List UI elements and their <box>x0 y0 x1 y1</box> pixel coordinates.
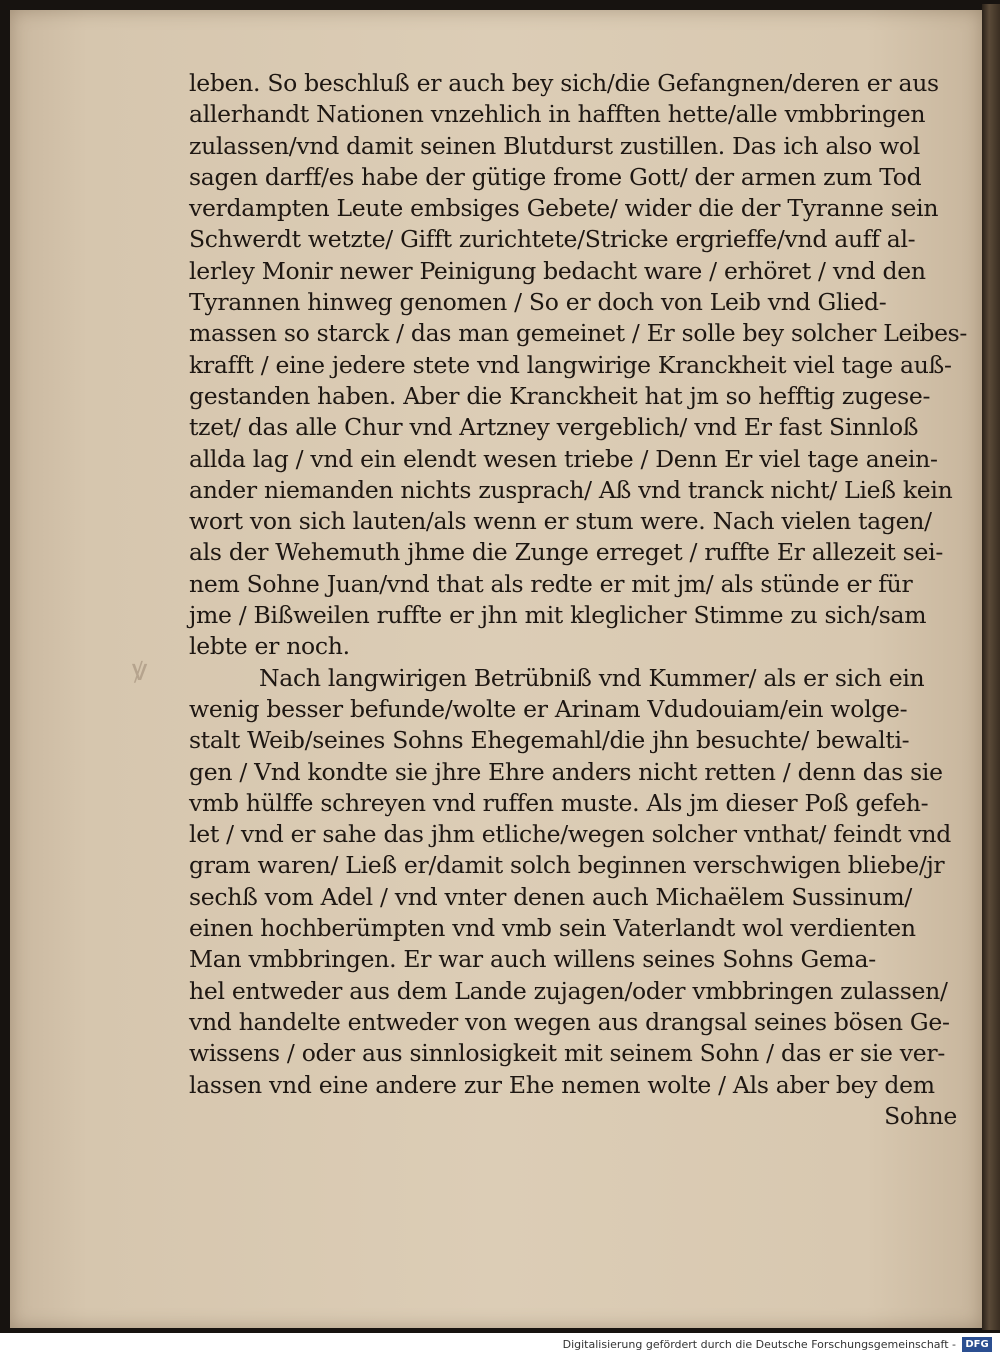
text-line: lerley Monir newer Peinigung bedacht ware / erhöret / vnd den <box>189 256 926 285</box>
text-line: sagen darff/es habe der gütige frome Gott/ der armen zum Tod <box>189 162 922 191</box>
text-line: vnd handelte entweder von wegen aus drangsal seines bösen Ge- <box>189 1007 950 1036</box>
text-line: gestanden haben. Aber die Kranckheit hat jm so hefftig zugese- <box>189 381 931 410</box>
funding-credit: Digitalisierung gefördert durch die Deutsche Forschungsgemeinschaft - <box>562 1338 956 1351</box>
text-line: lassen vnd eine andere zur Ehe nemen wolte / Als aber bey dem <box>189 1070 935 1099</box>
text-line: zulassen/vnd damit seinen Blutdurst zustillen. Das ich also wol <box>189 131 920 160</box>
text-line: wort von sich lauten/als wenn er stum were. Nach vielen tagen/ <box>189 507 932 536</box>
text-line: allda lag / vnd ein elendt wesen triebe / Denn Er viel tage anein- <box>189 444 938 473</box>
text-line: wissens / oder aus sinnlosigkeit mit seinem Sohn / das er sie ver- <box>189 1039 945 1068</box>
text-line: leben. So beschluß er auch bey sich/die Gefangnen/deren er aus <box>189 69 939 97</box>
text-line: gram waren/ Ließ er/damit solch beginnen verschwigen bliebe/jr <box>189 851 945 880</box>
text-line: wenig besser befunde/wolte er Arinam Vdudouiam/ein wolge- <box>189 694 908 723</box>
text-line: Man vmbbringen. Er war auch willens seines Sohns Gema- <box>189 945 876 974</box>
text-line: nem Sohne Juan/vnd that als redte er mit jm/ als stünde er für <box>189 569 913 598</box>
text-line: tzet/ das alle Chur vnd Artzney vergeblich/ vnd Er fast Sinnloß <box>189 413 919 442</box>
footer-bar <box>0 1333 1000 1357</box>
text-line: stalt Weib/seines Sohns Ehegemahl/die jhn besuchte/ bewalti- <box>189 726 910 755</box>
text-line: gen / Vnd kondte sie jhre Ehre anders nicht retten / denn das sie <box>189 757 943 786</box>
text-line: krafft / eine jedere stete vnd langwirige Kranckheit viel tage auß- <box>189 350 952 379</box>
text-line: sechß vom Adel / vnd vnter denen auch Michaëlem Sussinum/ <box>189 882 913 911</box>
text-line: verdampten Leute embsiges Gebete/ wider die der Tyranne sein <box>189 194 939 223</box>
paragraph-start-line: Nach langwirigen Betrübniß vnd Kummer/ als er sich ein <box>259 663 925 692</box>
catchword: Sohne <box>884 1101 957 1130</box>
text-line: Schwerdt wetzte/ Gifft zurichtete/Stricke ergrieffe/vnd auff al- <box>189 225 916 254</box>
dfg-logo[interactable]: DFG <box>962 1337 992 1352</box>
text-line: lebte er noch. <box>189 632 350 661</box>
text-line: allerhandt Nationen vnzehlich in hafften hette/alle vmbbringen <box>189 100 926 129</box>
text-line: vmb hülffe schreyen vnd ruffen muste. Als jm dieser Poß gefeh- <box>189 788 929 817</box>
text-line: als der Wehemuth jhme die Zunge erreget / ruffte Er allezeit sei- <box>189 538 943 567</box>
text-line: einen hochberümpten vnd vmb sein Vaterlandt wol verdienten <box>189 914 916 943</box>
text-line: jme / Bißweilen ruffte er jhn mit kleglicher Stimme zu sich/sam <box>189 601 927 630</box>
text-line: Tyrannen hinweg genomen / So er doch von Leib vnd Glied- <box>189 288 887 317</box>
page-text <box>189 68 969 1132</box>
book-edge <box>982 4 1000 1330</box>
text-line: massen so starck / das man gemeinet / Er solle bey solcher Leibes- <box>189 319 968 348</box>
text-line: hel entweder aus dem Lande zujagen/oder vmbbringen zulassen/ <box>189 976 948 1005</box>
ink-bleed-mark: ꝟ <box>132 653 148 688</box>
text-line: ander niemanden nichts zusprach/ Aß vnd tranck nicht/ Ließ kein <box>189 475 953 504</box>
text-line: let / vnd er sahe das jhm etliche/wegen solcher vnthat/ feindt vnd <box>189 820 952 849</box>
